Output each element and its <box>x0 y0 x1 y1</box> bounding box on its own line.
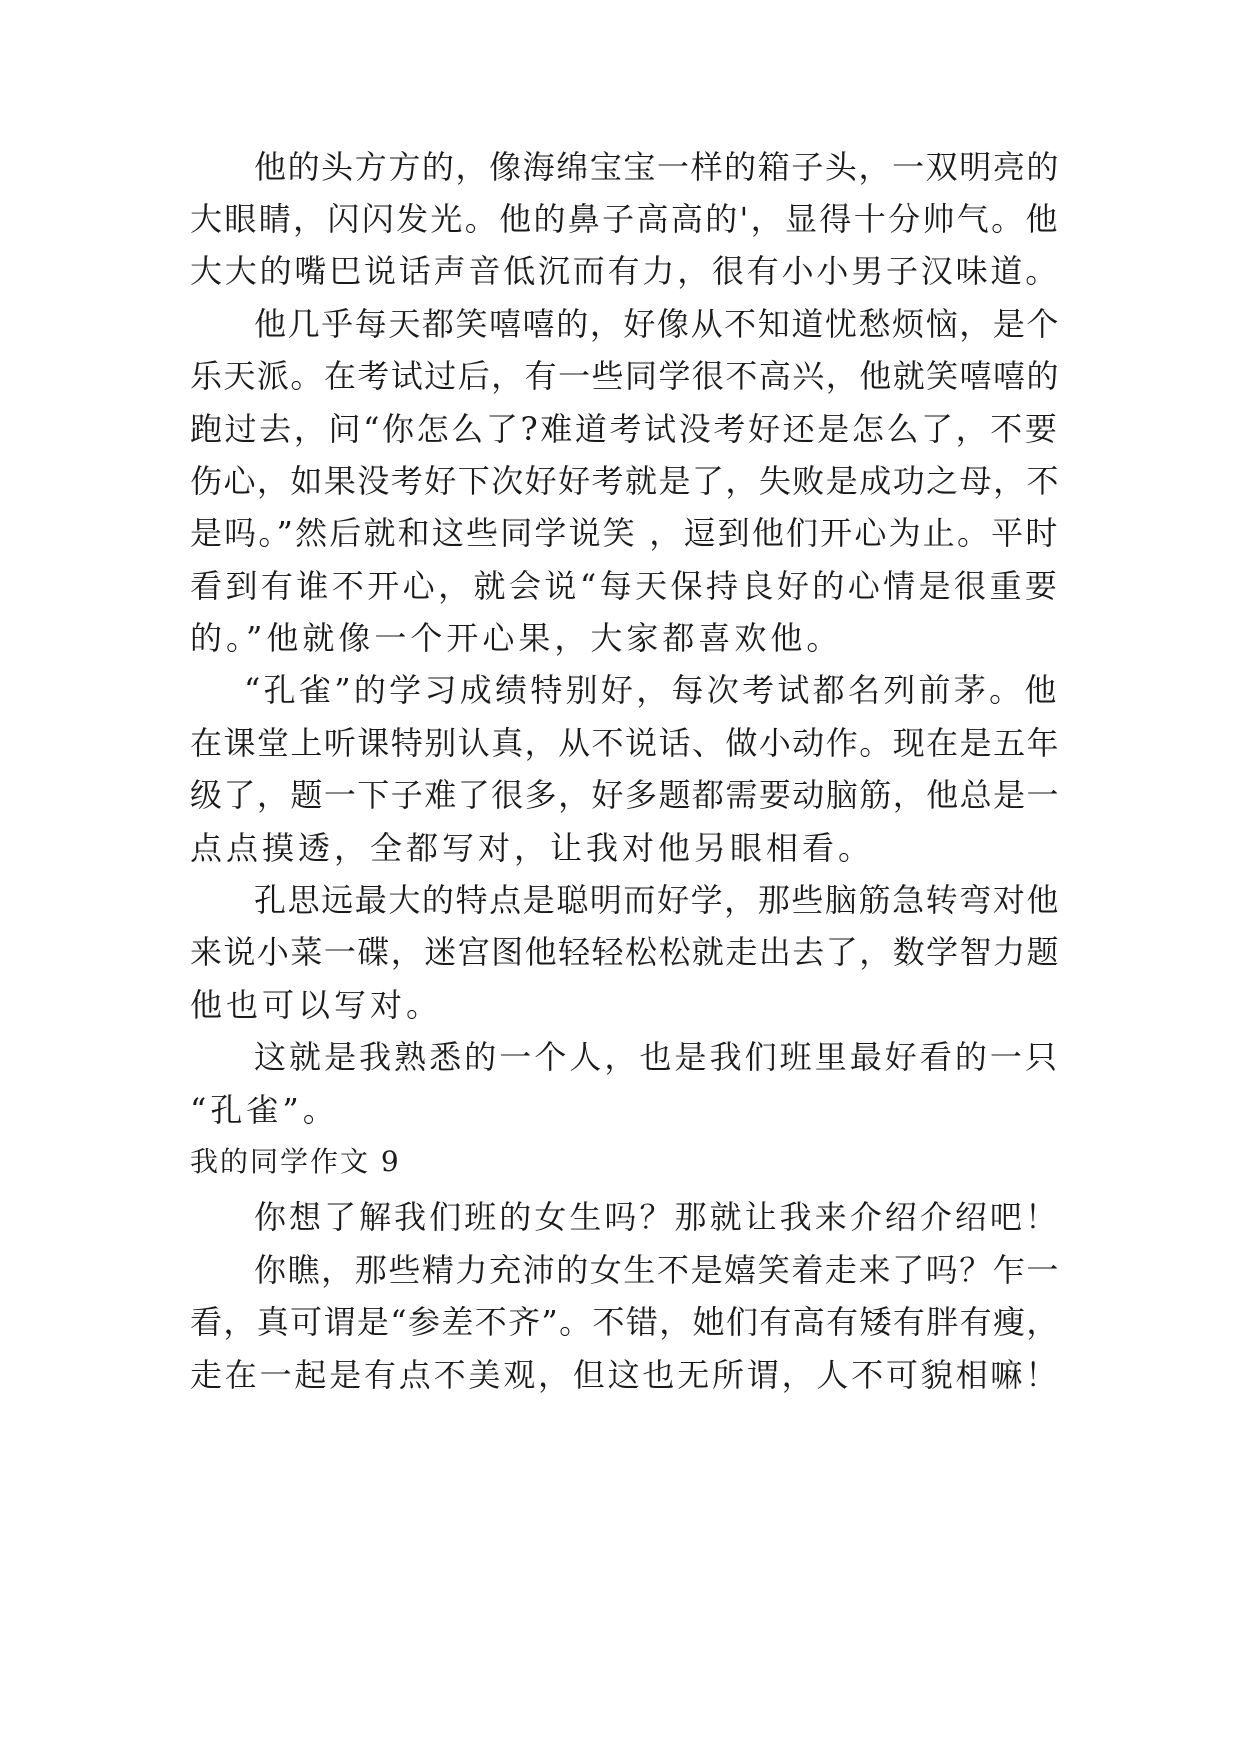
paragraph-line: 孔思远最大的特点是聪明而好学，那些脑筋急转弯对他 <box>254 881 1061 919</box>
paragraph-line: “孔雀”的学习成绩特别好，每次考试都名列前茅。他 <box>244 671 1060 709</box>
paragraph-line: “孔雀”。 <box>190 1091 339 1129</box>
paragraph-line: 这就是我熟悉的一个人，也是我们班里最好看的一只 <box>254 1038 1061 1076</box>
paragraph-line: 是吗。”然后就和这些同学说笑 ，逗到他们开心为止。平时 <box>190 514 1060 552</box>
section-heading: 我的同学作文 9 <box>190 1145 401 1178</box>
paragraph-line: 级了，题一下子难了很多，好多题都需要动脑筋，他总是一 <box>190 776 1061 814</box>
paragraph-line: 他几乎每天都笑嘻嘻的，好像从不知道忧愁烦恼，是个 <box>254 305 1061 343</box>
paragraph-line: 在课堂上听课特别认真，从不说话、做小动作。现在是五年 <box>190 724 1061 762</box>
paragraph-line: 的。”他就像一个开心果，大家都喜欢他。 <box>190 619 843 657</box>
paragraph-line: 他也可以写对。 <box>190 986 443 1024</box>
paragraph-line: 伤心，如果没考好下次好好考就是了，失败是成功之母，不 <box>190 462 1061 500</box>
paragraph-line: 大大的嘴巴说话声音低沉而有力，很有小小男子汉味道。 <box>190 252 1061 290</box>
paragraph-line: 走在一起是有点不美观，但这也无所谓，人不可貌相嘛！ <box>190 1356 1061 1394</box>
paragraph-line: 大眼睛，闪闪发光。他的鼻子高高的'，显得十分帅气。他 <box>190 200 1060 238</box>
paragraph-line: 跑过去，问“你怎么了?难道考试没考好还是怎么了，不要 <box>190 410 1060 448</box>
paragraph-line: 乐天派。在考试过后，有一些同学很不高兴，他就笑嘻嘻的 <box>190 357 1061 395</box>
paragraph-line: 他的头方方的，像海绵宝宝一样的箱子头，一双明亮的 <box>254 148 1061 186</box>
paragraph-line: 看到有谁不开心，就会说“每天保持良好的心情是很重要 <box>190 567 1061 605</box>
paragraph-line: 来说小菜一碟，迷宫图他轻轻松松就走出去了，数学智力题 <box>190 933 1061 971</box>
paragraph-line: 点点摸透，全都写对，让我对他另眼相看。 <box>190 829 875 867</box>
paragraph-line: 你瞧，那些精力充沛的女生不是嬉笑着走来了吗？乍一 <box>254 1251 1061 1289</box>
paragraph-line: 看，真可谓是“参差不齐”。不错，她们有高有矮有胖有瘦， <box>190 1303 1060 1341</box>
paragraph-line: 你想了解我们班的女生吗？那就让我来介绍介绍吧！ <box>254 1198 1061 1236</box>
